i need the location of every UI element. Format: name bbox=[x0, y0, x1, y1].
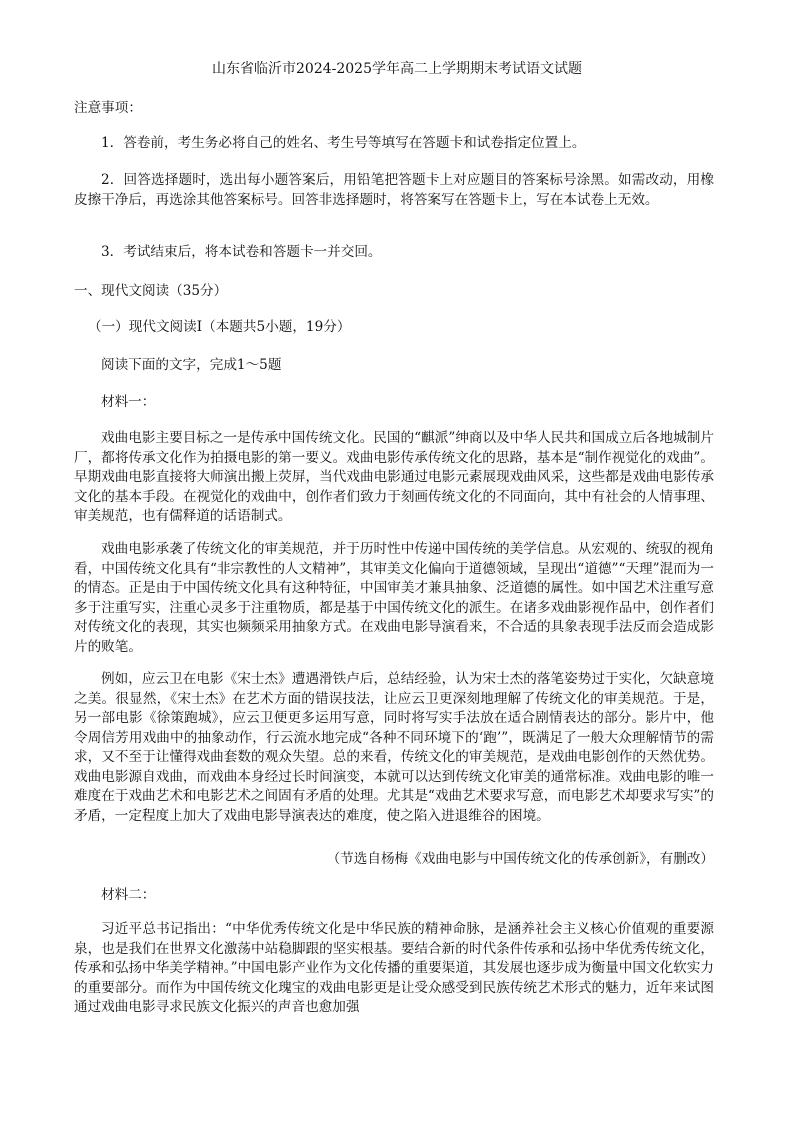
section-heading: 一、现代文阅读（35分） bbox=[74, 283, 228, 299]
material-1-source: （节选自杨梅《戏曲电影与中国传统文化的传承创新》，有删改） bbox=[326, 851, 714, 867]
sub-section-heading: （一）现代文阅读Ⅰ（本题共5小题，19分） bbox=[88, 319, 351, 335]
notice-item-3: 3．考试结束后，将本试卷和答题卡一并交回。 bbox=[101, 244, 382, 260]
reading-instruction: 阅读下面的文字，完成1～5题 bbox=[101, 357, 282, 373]
notice-item-1: 1．答卷前，考生务必将自己的姓名、考生号等填写在答题卡和试卷指定位置上。 bbox=[101, 135, 586, 151]
notice-item-2: 2．回答选择题时，选出每小题答案后，用铅笔把答题卡上对应题目的答案标号涂黑。如需改动，用橡皮擦干净后，再选涂其他答案标号。回答非选择题时，将答案写在答题卡上，写在本试卷上无效。 bbox=[74, 172, 714, 208]
notice-heading: 注意事项： bbox=[74, 100, 142, 116]
material-1-label: 材料一： bbox=[101, 394, 156, 410]
material-2-label: 材料二： bbox=[101, 887, 156, 903]
exam-title: 山东省临沂市2024-2025学年高二上学期期末考试语文试题 bbox=[212, 61, 582, 77]
material-2-paragraph-1: 习近平总书记指出：“中华优秀传统文化是中华民族的精神命脉，是涵养社会主义核心价值观的重要源泉，也是我们在世界文化激荡中站稳脚跟的坚实根基。要结合新的时代条件传承和弘扬中华优秀传统文化，传承和弘扬中华美学精神。”中国电影产业作为文化传播的重要渠道，其发展也逐步成为衡量中国文化软实力的重要部分。而作为中国传统文化瑰宝的戏曲电影更是让受众感受到民族传统艺术形式的魅力，近年来试图通过戏曲电影寻求民族文化振兴的声音也愈加强 bbox=[74, 921, 714, 1015]
material-1-paragraph-1: 戏曲电影主要目标之一是传承中国传统文化。民国的“麒派”绅商以及中华人民共和国成立后各地城制片厂，都将传承文化作为拍摄电影的第一要义。戏曲电影传承传统文化的思路，基本是“制作视觉化的戏曲”。早期戏曲电影直接将大师演出搬上荧屏，当代戏曲电影通过电影元素展现戏曲风采，这些都是戏曲电影传承文化的基本手段。在视觉化的戏曲中，创作者们致力于刻画传统文化的不同面向，其中有社会的人情事理、审美规范，也有儒释道的话语制式。 bbox=[74, 430, 714, 524]
material-1-paragraph-3: 例如，应云卫在电影《宋士杰》遭遇滑铁卢后，总结经验，认为宋士杰的落笔姿势过于实化，欠缺意境之美。很显然，《宋士杰》在艺术方面的错误技法，让应云卫更深刻地理解了传统文化的审美规范。于是，另一部电影《徐策跑城》，应云卫便更多运用写意，同时将写实手法放在适合剧情表达的部分。影片中，他令周信芳用戏曲中的抽象动作，行云流水地完成“各种不同环境下的‘跑’”，既满足了一般大众理解情节的需求，又不至于让懂得戏曲套数的观众失望。总的来看，传统文化的审美规范，是戏曲电影创作的天然优势。戏曲电影源自戏曲，而戏曲本身经过长时间演变，本就可以达到传统文化审美的通常标准。戏曲电影的唯一难度在于戏曲艺术和电影艺术之间固有矛盾的处理。尤其是“戏曲艺术要求写意，而电影艺术却要求写实”的矛盾，一定程度上加大了戏曲电影导演表达的难度，使之陷入进退维谷的困境。 bbox=[74, 671, 714, 824]
material-1-paragraph-2: 戏曲电影承袭了传统文化的审美规范，并于历时性中传递中国传统的美学信息。从宏观的、统驭的视角看，中国传统文化具有“非宗教性的人文精神”，其审美文化偏向于道德领域，呈现出“道德”“天理”混而为一的情态。正是由于中国传统文化具有这种特征，中国审美才兼具抽象、泛道德的属性。如中国艺术注重写意多于注重写实，注重心灵多于注重物质，都是基于中国传统文化的派生。在诸多戏曲影视作品中，创作者们对传统文化的表现，其实也频频采用抽象方式。在戏曲电影导演看来，不合适的具象表现手法反而会造成影片的败笔。 bbox=[74, 541, 714, 655]
